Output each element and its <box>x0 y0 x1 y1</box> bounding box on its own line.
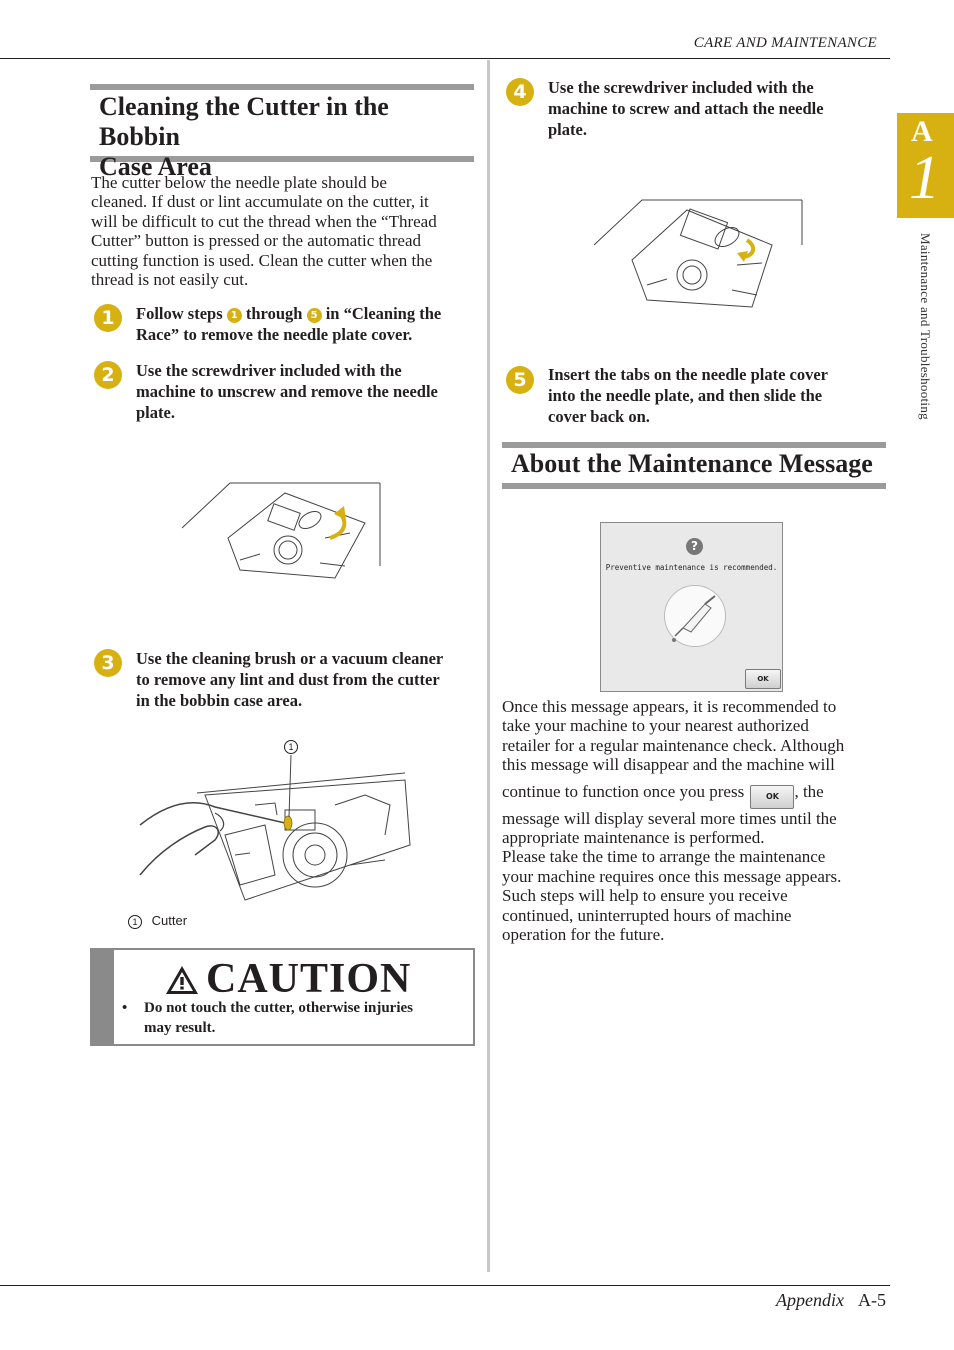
step-1-icon: 1 <box>94 304 122 332</box>
step-ref-5-icon: 5 <box>307 308 322 323</box>
section-title-cleaning-cutter: Cleaning the Cutter in the Bobbin Case Area <box>99 92 389 181</box>
column-divider <box>487 60 490 1272</box>
page-number: A-5 <box>858 1290 886 1310</box>
header-rule <box>0 58 890 59</box>
warning-triangle-icon <box>164 964 200 996</box>
step-3-text: Use the cleaning brush or a vacuum cleaner to remove any lint and dust from the cutter in the bobbin case area. <box>136 649 444 710</box>
running-header: CARE AND MAINTENANCE <box>693 35 877 51</box>
caution-side-bar <box>92 950 114 1044</box>
section-heading-maintenance-message <box>502 442 886 489</box>
caution-box: CAUTION • Do not touch the cutter, otherwise injuries may result. <box>90 948 475 1046</box>
section-heading-cleaning-cutter <box>90 84 474 181</box>
caption-number: 1 <box>128 915 142 929</box>
inline-ok-button: OK <box>750 785 794 809</box>
step-ref-1-icon: 1 <box>227 308 242 323</box>
step-2-text: Use the screwdriver included with the machine to unscrew and remove the needle plate. <box>136 361 438 422</box>
step-2-icon: 2 <box>94 361 122 389</box>
oil-bottle-icon <box>664 585 726 647</box>
side-chapter-label: Maintenance and Troubleshooting <box>918 233 933 420</box>
figure-callout-1: 1 <box>284 737 298 755</box>
chapter-tab-letter: A <box>911 115 933 148</box>
maintenance-message-screen <box>600 522 783 692</box>
caution-title: CAUTION <box>206 956 412 1002</box>
step-5-icon: 5 <box>506 366 534 394</box>
intro-paragraph: The cutter below the needle plate should be cleaned. If dust or lint accumulate on the cutter, it will be difficult to cut the thread when the “Thread Cutter” button is pressed or the automatic thread cutting function is used. Clean the cutter when the thread is not easily cut. <box>91 173 437 290</box>
footer-rule <box>0 1285 890 1286</box>
page-footer <box>776 1290 886 1311</box>
question-icon: ? <box>686 538 703 555</box>
step-4-icon: 4 <box>506 78 534 106</box>
caption-text: Cutter <box>151 913 188 928</box>
chapter-tab <box>897 113 954 218</box>
maintenance-paragraph: Once this message appears, it is recommended to take your machine to your nearest authorized retailer for a regular maintenance check. Although this message will disappear and the machine will continue to function once you press OK , the message will display several more times until the appropriate maintenance is performed. Please take the time to arrange the maintenance your machine requires once this message appears. Such steps will help to ensure you receive continued, uninterrupted hours of machine operation for the future. <box>502 697 845 945</box>
screen-message: Preventive maintenance is recommended. <box>605 563 778 572</box>
section-title-maintenance-message: About the Maintenance Message <box>511 449 873 478</box>
step-4-text: Use the screwdriver included with the machine to screw and attach the needle plate. <box>548 78 824 139</box>
step-1-text: Follow steps 1 through 5 in “Cleaning the Race” to remove the needle plate cover. <box>136 304 442 344</box>
screen-ok-button[interactable]: OK <box>745 669 781 689</box>
step-5-text: Insert the tabs on the needle plate cover into the needle plate, and then slide the cover back on. <box>548 365 829 426</box>
footer-section: Appendix <box>776 1290 844 1310</box>
figure-caption <box>128 913 187 929</box>
chapter-tab-number: 1 <box>909 144 940 212</box>
step-3-icon: 3 <box>94 649 122 677</box>
needle-plate-removal-illustration <box>180 478 395 588</box>
needle-plate-attach-illustration <box>592 195 807 310</box>
cutter-cleaning-illustration <box>135 735 415 910</box>
